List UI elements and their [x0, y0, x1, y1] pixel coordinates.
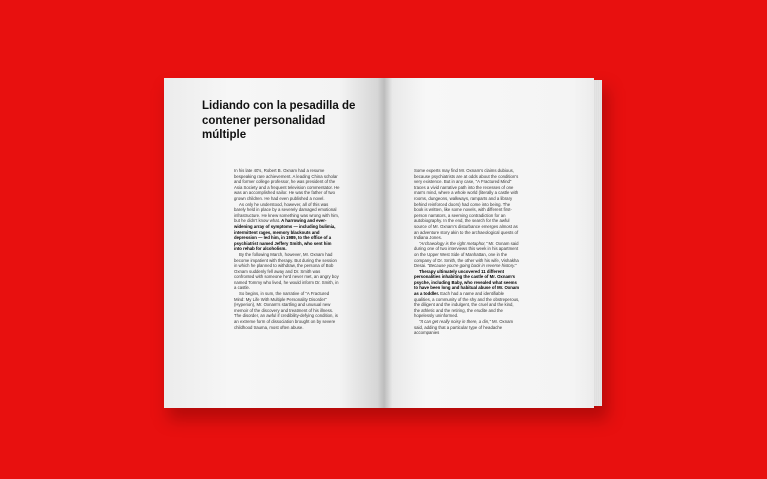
- left-paragraph-2-bold: A harrowing and ever-widening array of symptoms — including bulimia, intermittent rages, memory blackouts and depression — led him, in 1989, to the office of a psychiatrist named Jeffery Smith, who sent him into rehab for alcoholism.: [234, 218, 336, 252]
- right-page: [384, 78, 594, 408]
- right-paragraph-1: Some experts may find Mr. Oxnam's claims dubious, because psychiatrists are at odds about the condition's very existence. But in any case, "A Fractured Mind" traces a vivid narrative path into the recesses of one man's mind, where a whole world (literally a castle with rooms, dungeons, walkways, ramparts and a library behind reinforced doors) had come into being. The book is written, like some novels, with different first-person narrators, a seeming contradiction for an autobiography. In the end, the search for the awful source of Mr. Oxnam's disturbance emerges almost as an adventure story akin to the archaeological quests of Indiana Jones.: [414, 168, 519, 241]
- left-paragraph-1: In his late 40's, Robert B. Oxnam had a resume bespeaking rare achievement. A leading China scholar and former college professor, he was president of the Asia Society and a frequent television commentator. He was an accomplished sailor. He was the father of two grown children. He had even published a novel.: [234, 168, 340, 201]
- right-paragraph-2-quote-2: "Because you're going back in reverse history.": [427, 263, 517, 269]
- page-edges: [594, 80, 602, 406]
- right-paragraph-2: [414, 241, 520, 269]
- left-paragraph-4: So begins, in sum, the narrative of "A Fractured Mind: My Life With Multiple Personality Disorder" (Hyperion), Mr. Oxnam's startling and unusual new memoir of the discovery and treatment of his illness. The disorder, an awful if credibility-defying condition, is an extreme form of dissociation brought on by severe childhood trauma, most often abuse.: [234, 291, 338, 330]
- right-text-column: [414, 168, 520, 336]
- right-paragraph-3-bold: Therapy ultimately uncovered 11 different personalities inhabiting the castle of Mr. Oxnam's psyche, including Baby, who revealed what seems to have been long and habitual abuse of Mr. Oxnam as a toddler.: [414, 268, 520, 297]
- right-paragraph-2-quote: "Archaeology is the right metaphor,": [419, 240, 488, 246]
- right-paragraph-3: [414, 269, 520, 319]
- left-paragraph-3: By the following March, however, Mr. Oxnam had become impatient with therapy. But during the session in which he planned to withdraw, the persona of Bob Oxnam suddenly fell away and Dr. Smith was confronted with someone he'd never met, an angry boy named Tommy who lived, he would inform Dr. Smith, in a castle.: [234, 251, 339, 291]
- left-text-column: [234, 168, 340, 330]
- left-paragraph-2: [234, 202, 340, 252]
- right-paragraph-4-text: Mr. Oxnam said, adding that a particular type of headache accompanies: [414, 319, 514, 336]
- article-title: Lidiando con la pesadilla de contener personalidad múltiple: [202, 100, 356, 141]
- right-paragraph-3-text: Each had a name and identifiable qualities, a community of the shy and the obstreperous, the diligent and the indulgent, the cruel and the kind, the athletic and the retiring, the erudite and the hopelessly uninformed.: [414, 291, 520, 319]
- open-book: [164, 78, 600, 408]
- right-paragraph-4-quote: "It can get really noisy in there, a din,": [419, 319, 491, 325]
- left-page: [164, 78, 384, 408]
- right-paragraph-4: [414, 319, 520, 336]
- right-paragraph-2-text: Mr. Oxnam said during one of two interviews this week in his apartment on the Upper West Side of Manhattan, one in the company of Dr. Smith, the other with his wife, Vishakha Desai.: [414, 240, 519, 269]
- left-paragraph-2-text: As only he understood, however, all of this was barely held in place by a severely damaged emotional infrastructure. He knew something was wrong with him, but he didn't know what.: [234, 201, 340, 224]
